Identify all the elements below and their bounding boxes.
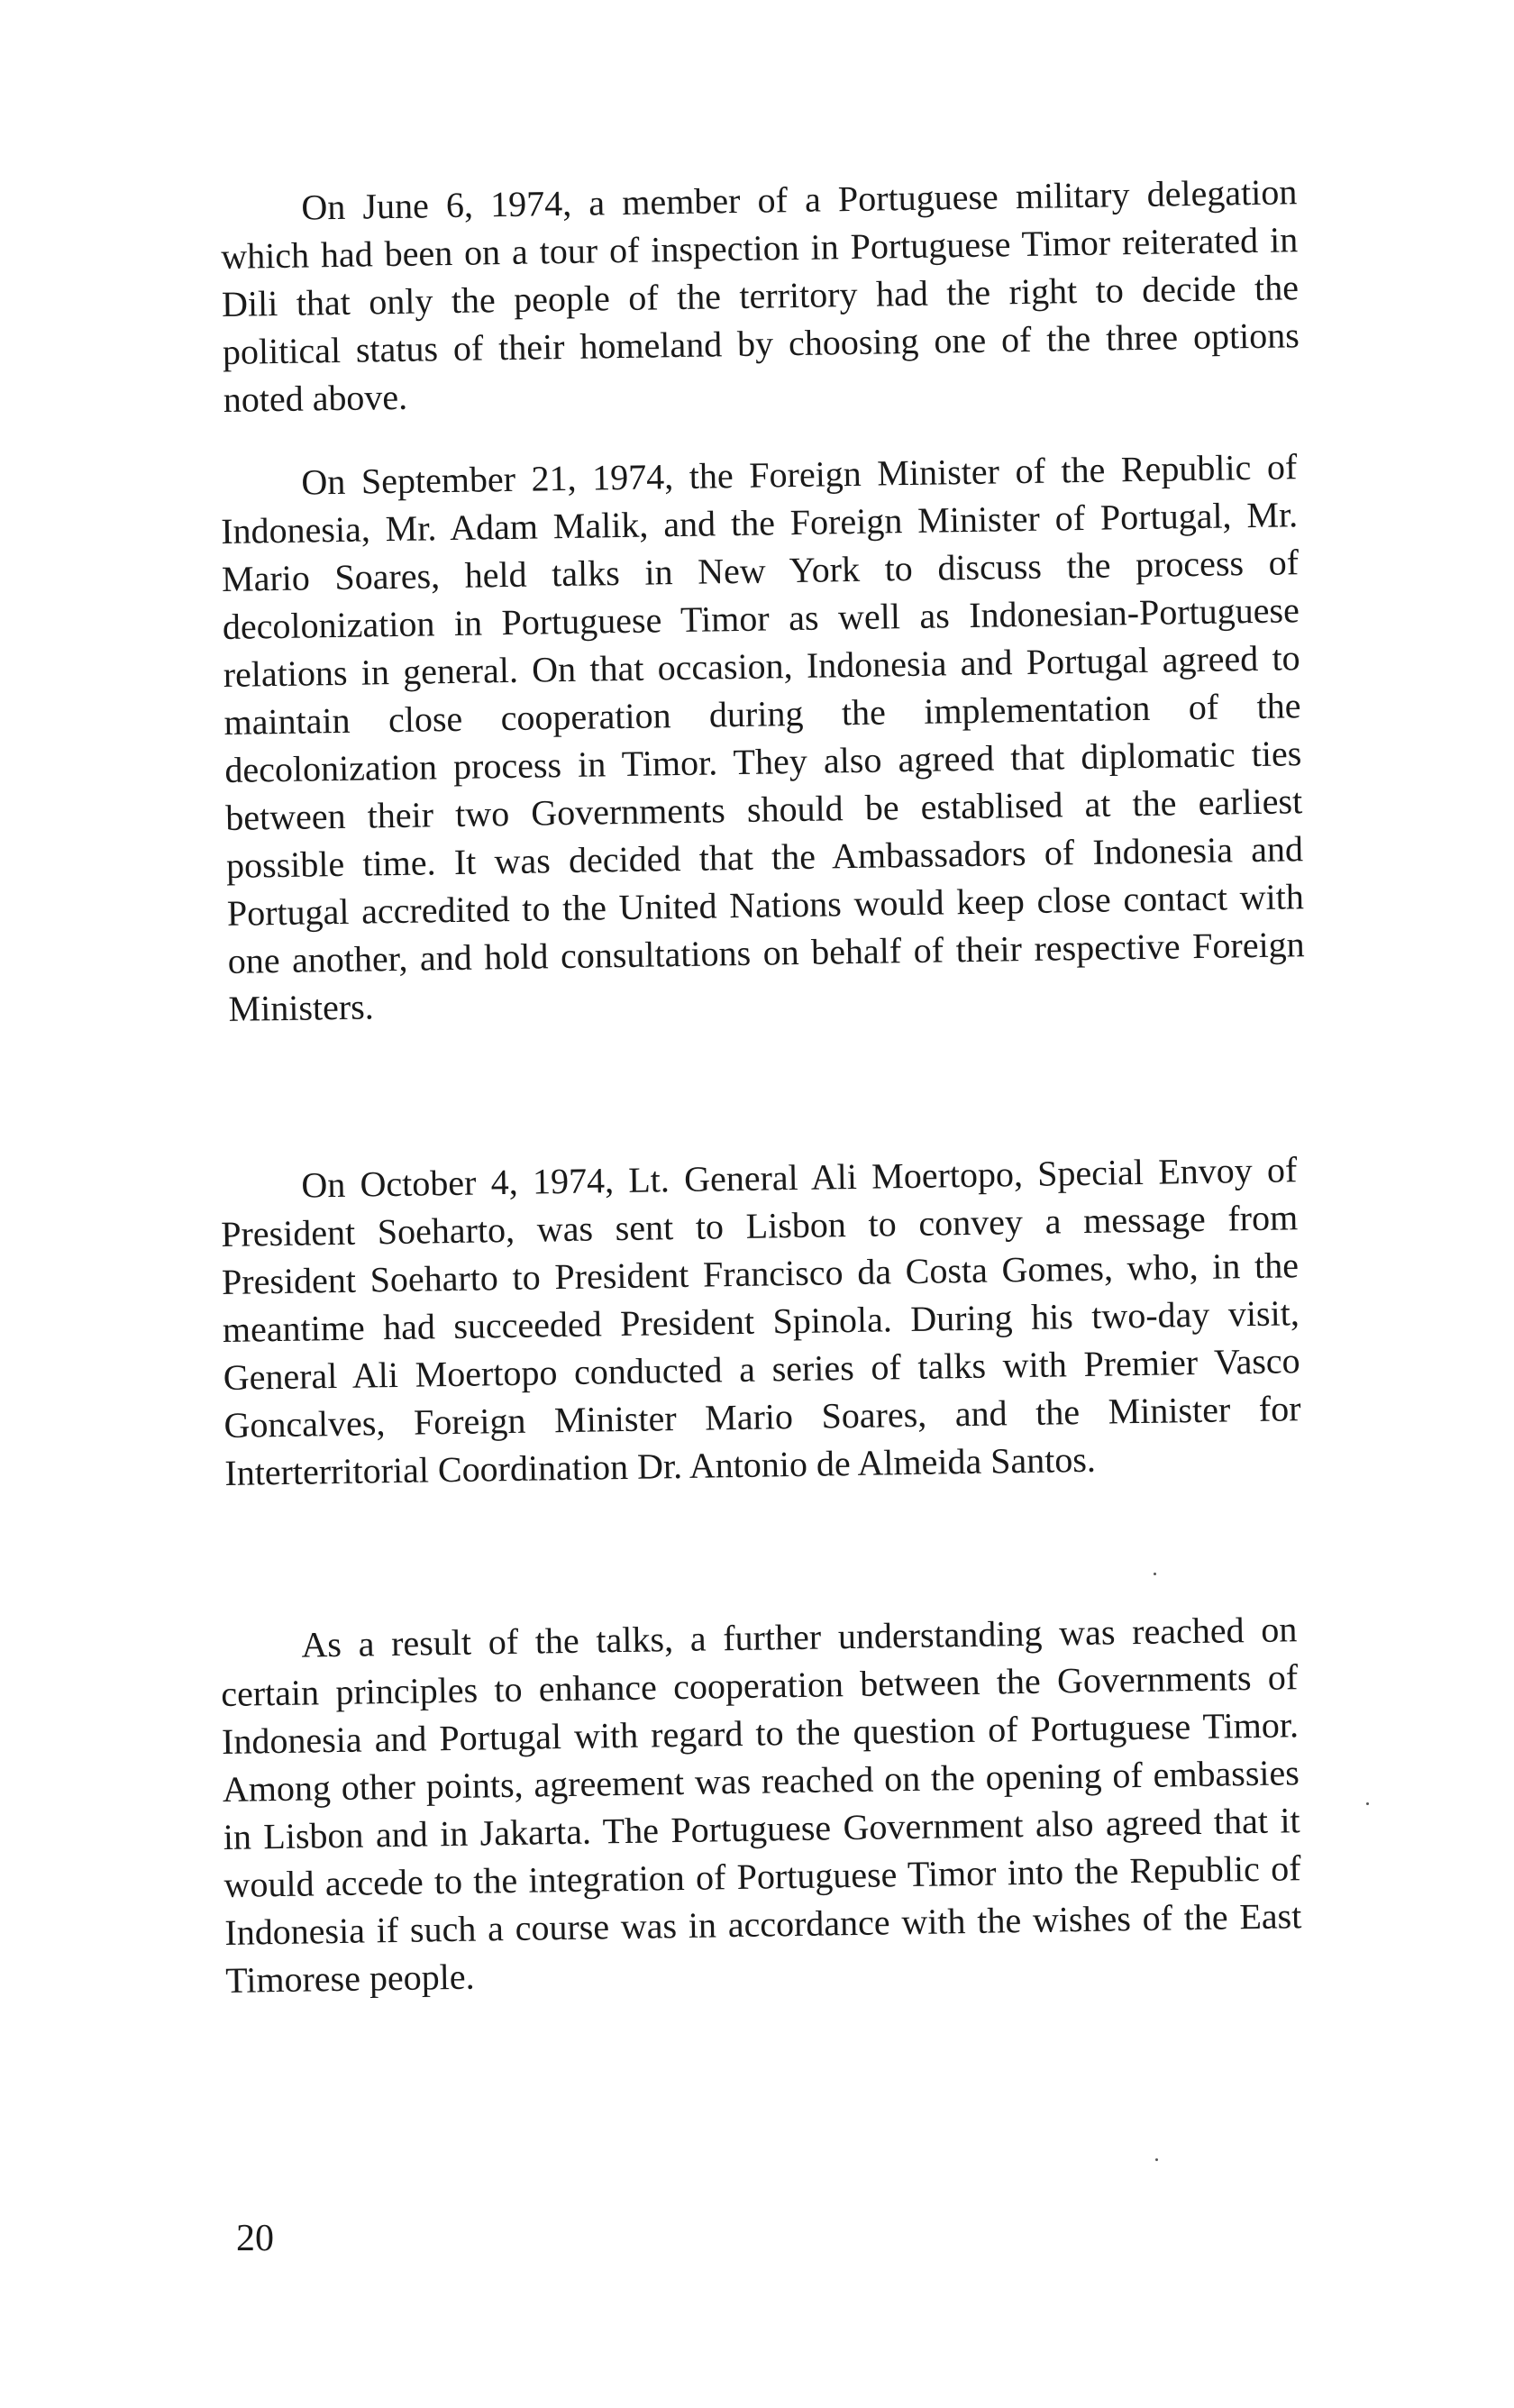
scan-speck	[1155, 2158, 1158, 2161]
paragraph-text: On September 21, 1974, the Foreign Minister of the Republic of Indonesia, Mr. Adam Malik, and the Foreign Minister of Portugal, Mr. Mario Soares, held talks in New York to discuss the process of decolonization in Portuguese Timor as well as Indonesian-Portuguese relations in general. On that occasion, Indonesia and Portugal agreed to maintain close cooperation during the implementation of the decolonization process in Timor. They also agreed that diplomatic ties between their two Governments should be establised at the earliest possible time. It was decided that the Ambassadors of Indonesia and Portugal accredited to the United Nations would keep close contact with one another, and hold consultations on behalf of their respective Foreign Ministers.	[220, 446, 1305, 1029]
paragraph-june-1974	[220, 168, 1300, 424]
scan-speck	[1366, 1802, 1369, 1805]
paragraph-october-1974	[220, 1145, 1302, 1497]
scan-speck	[1154, 1573, 1156, 1575]
paragraph-text: On June 6, 1974, a member of a Portuguese military delegation which had been on a tour of inspection in Portuguese Timor reiterated in Dili that only the people of the territory had the right to decide the political status of their homeland by choosing one of the three options noted above.	[220, 171, 1300, 420]
paragraph-september-1974	[220, 442, 1306, 1033]
paragraph-result-of-talks	[220, 1605, 1303, 2004]
paragraph-text: On October 4, 1974, Lt. General Ali Moertopo, Special Envoy of President Soeharto, was sent to Lisbon to convey a message from President Soeharto to President Francisco da Costa Gomes, who, in the meantime had succeeded President Spinola. During his two-day visit, General Ali Moertopo conducted a series of talks with Premier Vasco Goncalves, Foreign Minister Mario Soares, and the Minister for Interterritorial Coordination Dr. Antonio de Almeida Santos.	[220, 1149, 1301, 1493]
paragraph-text: As a result of the talks, a further understanding was reached on certain principles to enhance cooperation between the Governments of Indonesia and Portugal with regard to the question of Portuguese Timor. Among other points, agreement was reached on the opening of embassies in Lisbon and in Jakarta. The Portuguese Government also agreed that it would accede to the integration of Portuguese Timor into the Republic of Indonesia if such a course was in accordance with the wishes of the East Timorese people.	[220, 1609, 1302, 2001]
page-number: 20	[236, 2218, 274, 2259]
